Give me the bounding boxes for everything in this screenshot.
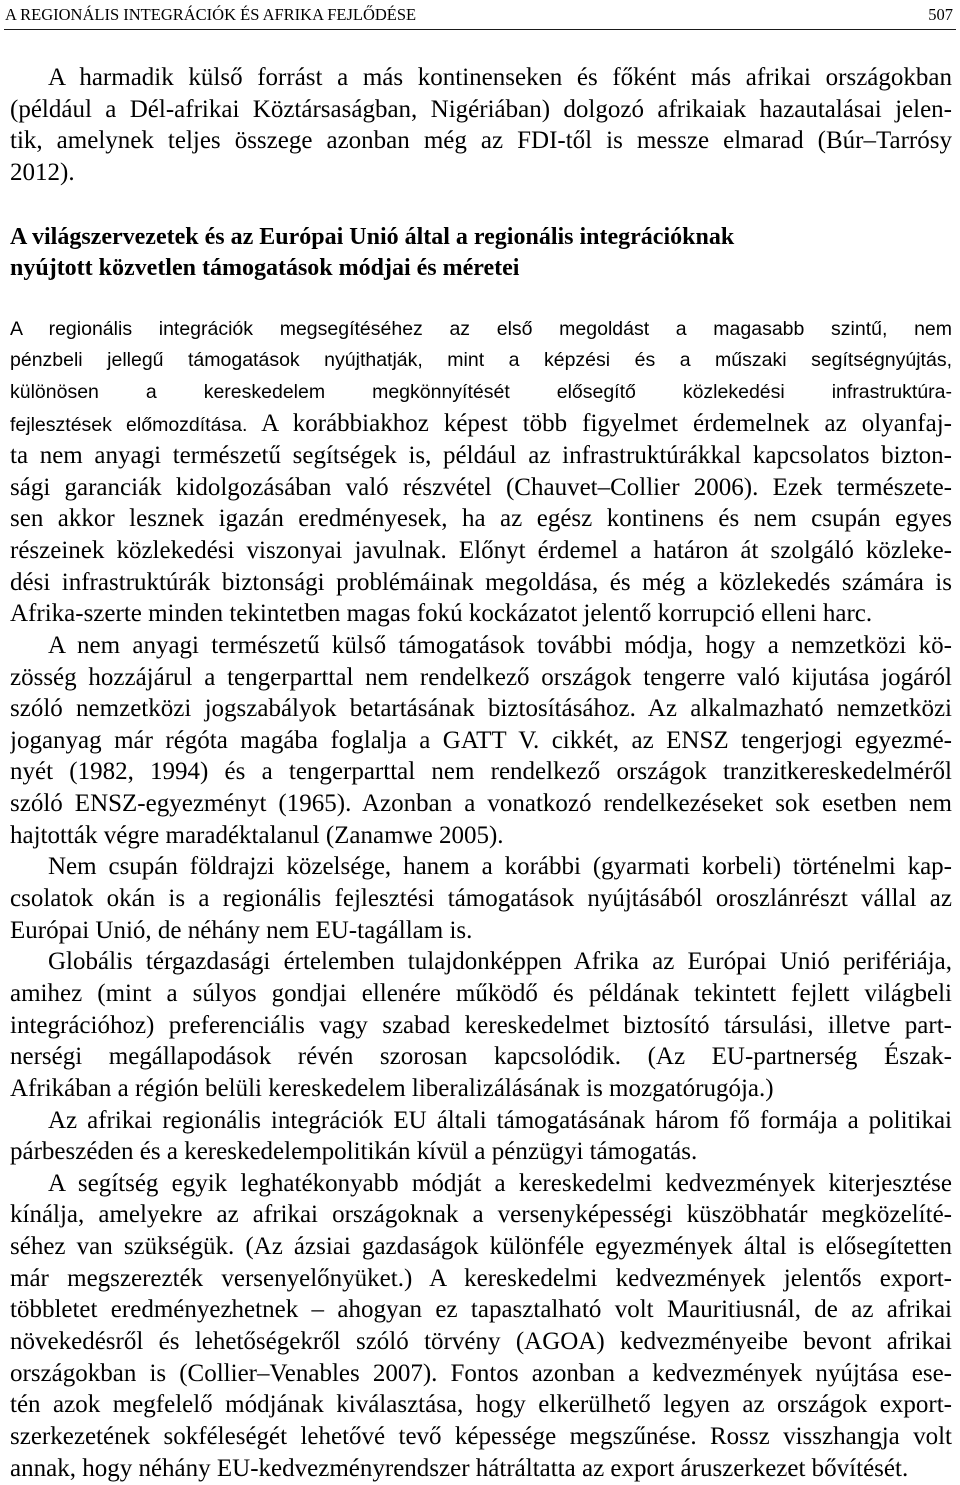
text-line: tik, amelynek teljes összege azonban még az FDI-től is messze elmarad (Búr–Tarrósy <box>10 127 952 155</box>
paragraph <box>10 851 952 946</box>
text-line: különösen a kereskedelem megkönnyítését elősegítő közlekedési infrastruktúra- <box>10 380 952 403</box>
text-line: Európai Unió, de néhány nem EU-tagállam is. <box>10 916 473 944</box>
text-line: 2012). <box>10 158 75 186</box>
intro-paragraph <box>10 62 952 189</box>
text-fragment: A korábbiakhoz képest több figyelmet érdemelnek az olyanfaj- <box>261 410 952 438</box>
text-line: Afrikában a régión belüli kereskedelem liberalizálásának is mozgatórugója.) <box>10 1074 774 1102</box>
text-line: ta nem anyagi természetű segítségek is, például az infrastruktúrákkal kapcsolatos bizton- <box>10 442 952 470</box>
text-line: amihez (mint a súlyos gondjai ellenére működő és példának tekintett fejlett világbeli <box>10 979 952 1007</box>
text-line: már megszerezték versenyelőnyüket.) A kereskedelmi kedvezmények jelentős export- <box>10 1264 952 1292</box>
text-line: párbeszéden és a kereskedelempolitikán kívül a pénzügyi támogatás. <box>10 1138 698 1166</box>
page-number: 507 <box>928 5 953 24</box>
text-line: sági garanciák kidolgozásában való részvétel (Chauvet–Collier 2006). Ezek természete- <box>10 473 952 501</box>
text-line: A harmadik külső forrást a más kontinenseken és főként más afrikai országokban <box>48 64 952 91</box>
header-rule <box>4 29 956 30</box>
section-heading <box>10 222 952 284</box>
text-line: joganyag már régóta magába foglalja a GATT V. cikkét, az ENSZ tengerjogi egyezmé- <box>10 726 952 754</box>
text-line: zösség hozzájárul a tengerparttal nem rendelkező országok tengerre való kijutása jogáról <box>10 663 952 691</box>
text-line: (például a Dél-afrikai Köztársaságban, Nigériában) dolgozó afrikaiak hazautalásai jelen- <box>10 95 952 123</box>
text-line: szerkezetének sokféleségét lehetővé tevő képessége megszűnése. Rossz visszhangja volt <box>10 1422 952 1450</box>
text-line: Nem csupán földrajzi közelsége, hanem a korábbi (gyarmati korbeli) történelmi kap- <box>48 853 952 881</box>
running-head <box>5 3 953 27</box>
paragraph <box>10 314 952 630</box>
text-line: annak, hogy néhány EU-kedvezményrendszer hátráltatta az export áruszerkezet bővítését. <box>10 1454 909 1482</box>
text-line: A regionális integrációk megsegítéséhez az első megoldást a magasabb szintű, nem <box>10 317 952 340</box>
text-line: dési infrastruktúrák biztonsági problémáinak megoldása, és még a közlekedés számára is <box>10 568 952 596</box>
text-line <box>10 408 952 440</box>
text-fragment: fejlesztések előmozdítása. <box>10 414 248 437</box>
text-line: Az afrikai regionális integrációk EU általi támogatásának három fő formája a politikai <box>48 1106 952 1134</box>
heading-line: nyújtott közvetlen támogatások módjai és méretei <box>10 254 520 281</box>
text-line: tén azok megfelelő módjának kiválasztása, hogy elkerülhető legyen az országok export- <box>10 1391 952 1419</box>
text-line: részeinek közlekedési viszonyai javulnak. Előnyt érdemel a határon át szolgáló közleke- <box>10 536 952 564</box>
paragraph <box>10 1105 952 1168</box>
paragraph <box>10 946 952 1104</box>
paragraph <box>10 630 952 851</box>
text-line: szóló nemzetközi jogszabályok betartásának biztosításához. Az alkalmazható nemzetközi <box>10 695 952 723</box>
text-line: sen akkor lesznek igazán eredményesek, ha az egész kontinens és nem csupán egyes <box>10 505 952 533</box>
text-line: hajtották végre maradéktalanul (Zanamwe 2005). <box>10 821 504 849</box>
text-line: A segítség egyik leghatékonyabb módját a kereskedelmi kedvezmények kiterjesztése <box>48 1169 952 1197</box>
text-line: pénzbeli jellegű támogatások nyújthatják, mint a képzési és a műszaki segítségnyújtás, <box>10 349 952 372</box>
text-line: többletet eredményezhetnek – ahogyan ez tapasztalható volt Mauritiusnál, de az afrikai <box>10 1296 952 1324</box>
text-line: Afrika-szerte minden tekintetben magas fokú kockázatot jelentő korrupció elleni harc. <box>10 600 873 628</box>
text-line: A nem anyagi természetű külső támogatások további módja, hogy a nemzetközi kö- <box>48 631 952 659</box>
text-line: nerségi megállapodások révén szorosan kapcsolódik. (Az EU-partnerség Észak- <box>10 1043 952 1071</box>
body-text <box>10 314 952 1485</box>
text-line: növekedésről és lehetőségekről szóló törvény (AGOA) kedvezményeibe bevont afrikai <box>10 1328 952 1355</box>
text-line: kínálja, amelyekre az afrikai országoknak a versenyképességi küszöbhatár megközelíté- <box>10 1201 952 1229</box>
text-line: nyét (1982, 1994) és a tengerparttal nem rendelkező országok tranzitkereskedelméről <box>10 758 952 786</box>
paragraph <box>10 1168 952 1484</box>
text-line: csolatok okán is a regionális fejlesztési támogatások nyújtásából oroszlánrészt vállal az <box>10 885 952 913</box>
text-line: szóló ENSZ-egyezményt (1965). Azonban a vonatkozó rendelkezéseket sok esetben nem <box>10 790 952 818</box>
running-head-title: A REGIONÁLIS INTEGRÁCIÓK ÉS AFRIKA FEJLŐDÉSE <box>5 5 417 24</box>
heading-line: A világszervezetek és az Európai Unió által a regionális integrációknak <box>10 223 735 250</box>
text-line: országokban is (Collier–Venables 2007). Fontos azonban a kedvezmények nyújtása ese- <box>10 1359 952 1387</box>
text-line: integrációhoz) preferenciális vagy szabad kereskedelmet biztosító társulási, illetve part- <box>10 1011 952 1039</box>
text-line: séhez van szükségük. (Az ázsiai gazdaságok különféle egyezmények által is elősegítetten <box>10 1233 952 1261</box>
text-line: Globális térgazdasági értelemben tulajdonképpen Afrika az Európai Unió perifériája, <box>48 948 952 976</box>
